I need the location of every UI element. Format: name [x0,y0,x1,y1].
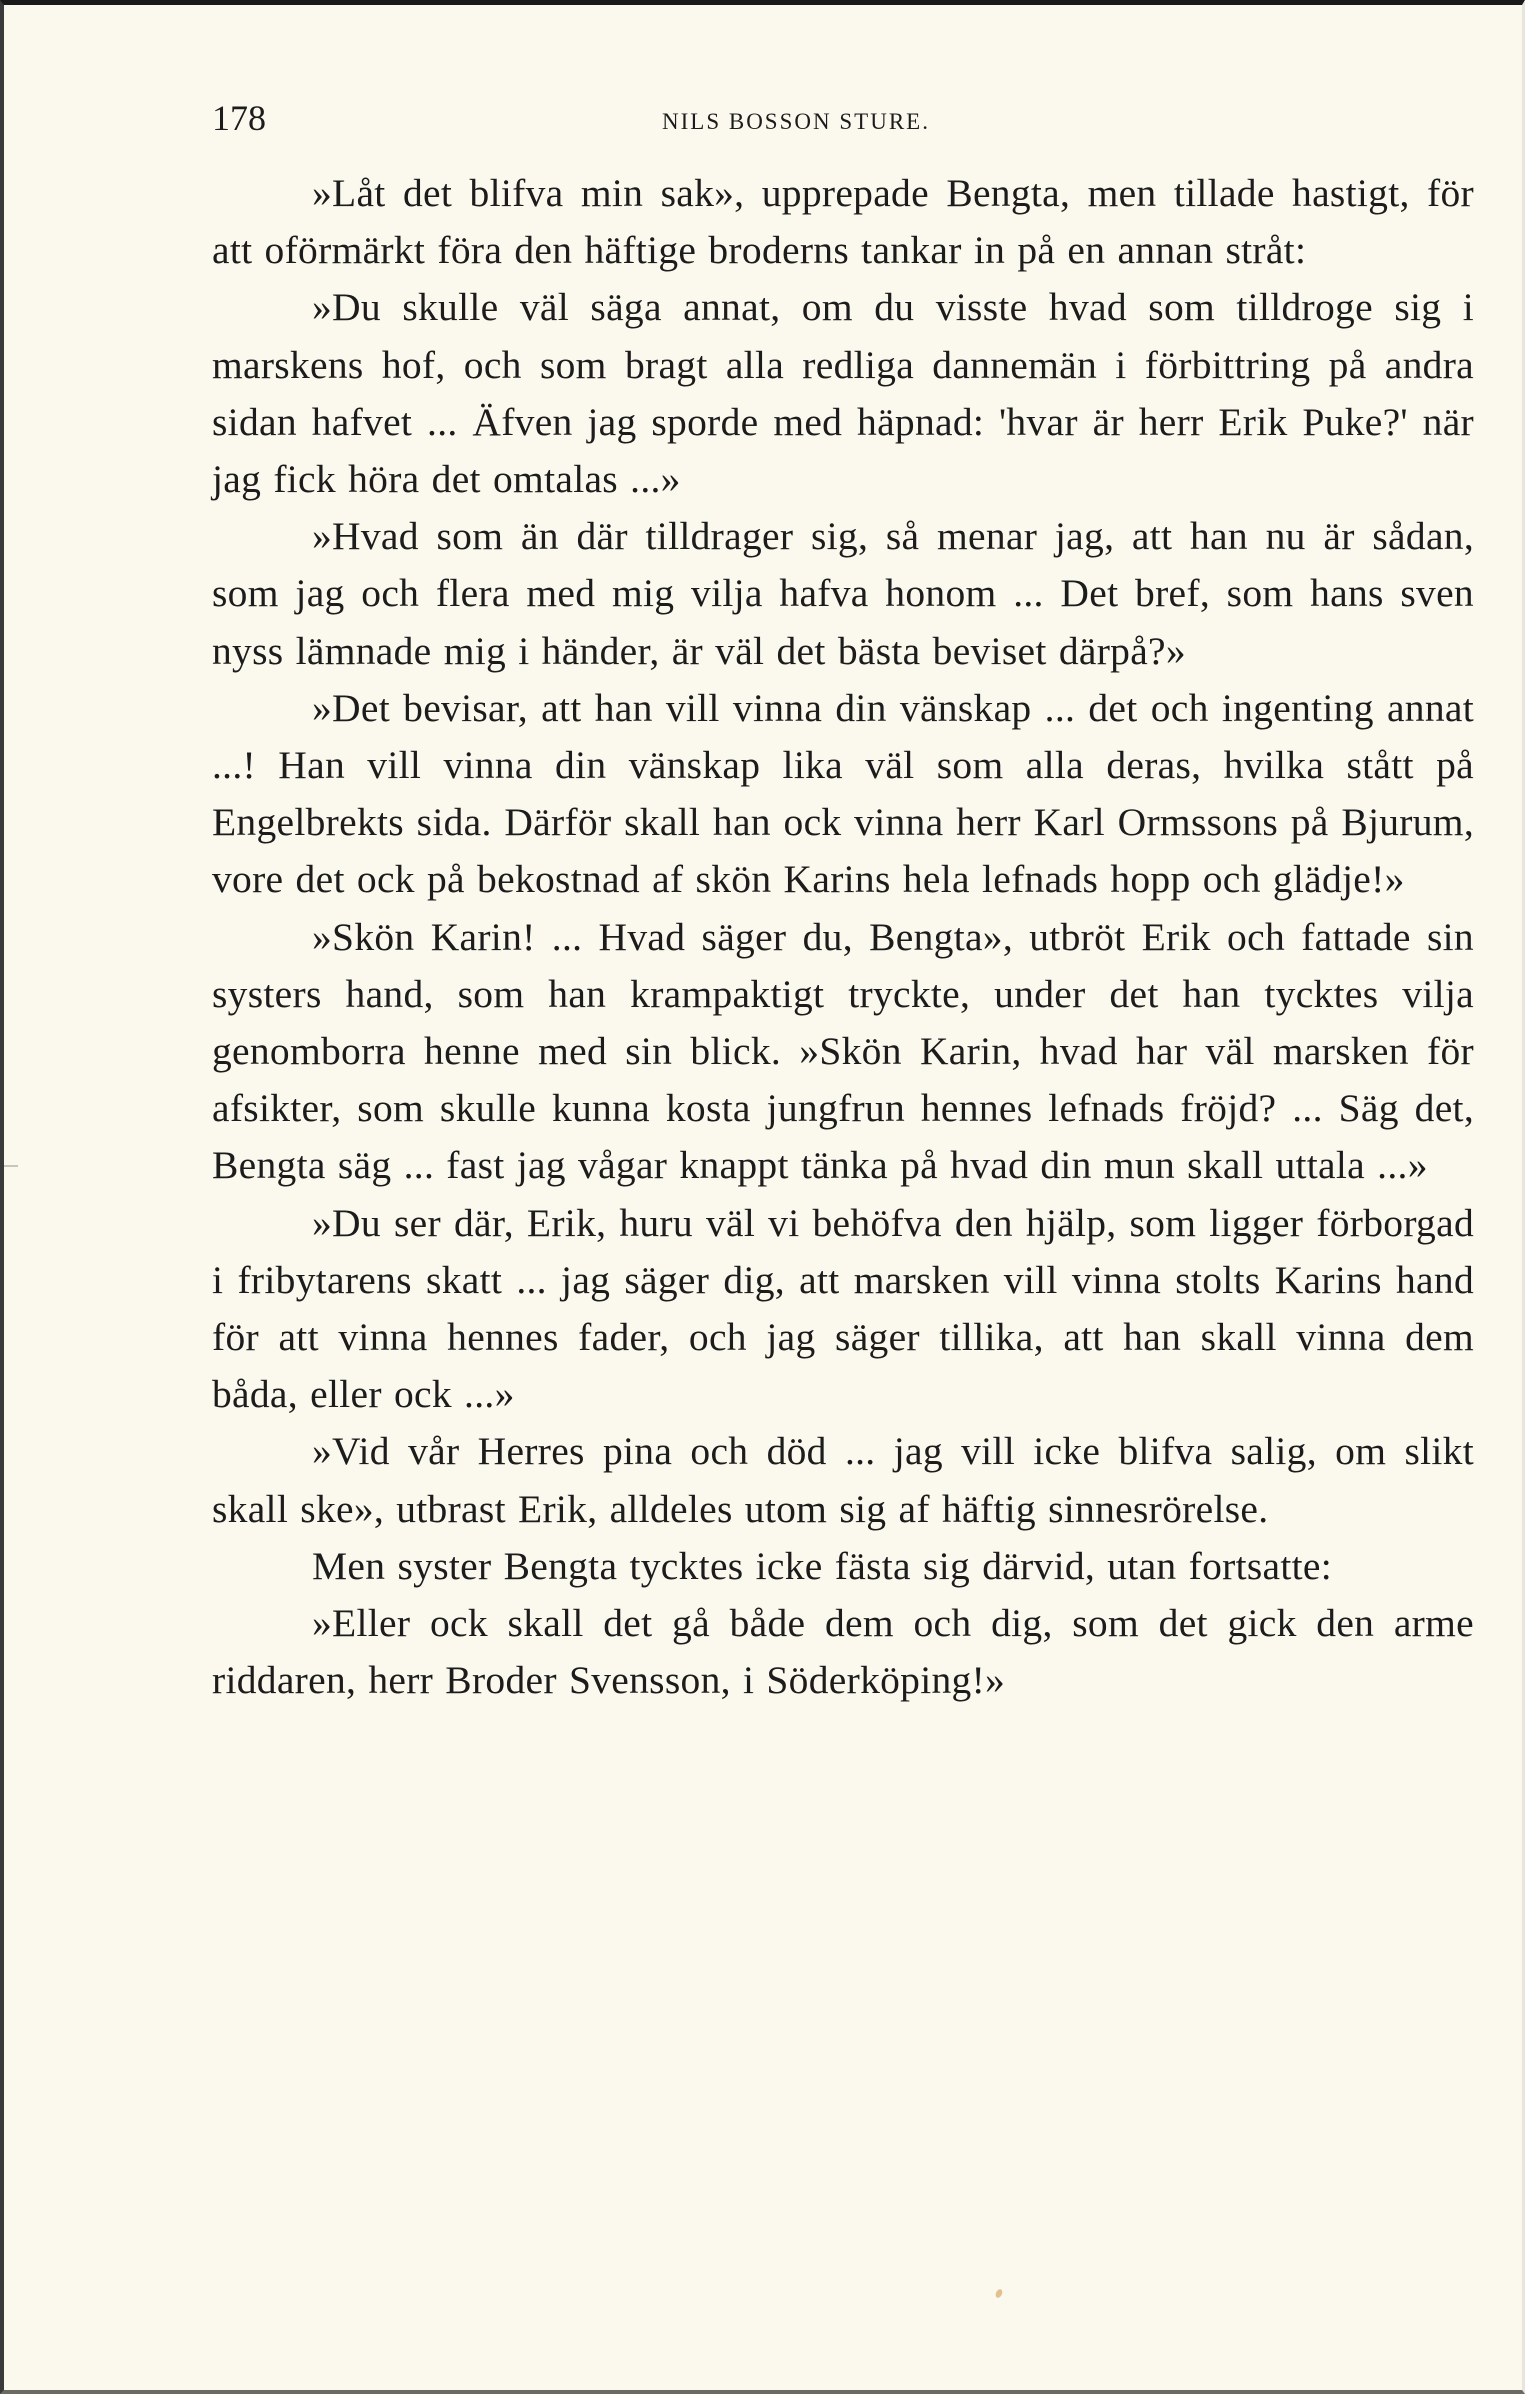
margin-mark [4,1165,18,1167]
running-title: NILS BOSSON STURE. [662,109,930,134]
paragraph: »Eller ock skall det gå både dem och dig, som det gick den arme riddaren, herr Broder Svensson, i Söderköping!» [212,1601,1474,1703]
paragraph: Men syster Bengta tycktes icke fästa sig därvid, utan fortsatte: [312,1543,1333,1588]
paragraph: »Vid vår Herres pina och död ... jag vill icke blifva salig, om slikt skall ske», utbrast Erik, alldeles utom sig af häftig sinnesrörelse. [212,1429,1474,1531]
paragraph: »Skön Karin! ... Hvad säger du, Bengta», utbröt Erik och fattade sin systers hand, som han krampaktigt tryckte, under det han tycktes vilja genomborra henne med sin blick. »Skön Karin, hvad har väl marsken för afsikter, som skulle kunna kosta jungfrun hennes lefnads fröjd? ... Säg det, Bengta säg ... fast jag vågar knappt tänka på hvad din mun skall uttala ...» [212,914,1474,1188]
paragraph: »Du skulle väl säga annat, om du visste hvad som tilldroge sig i marskens hof, och som bragt alla redliga dannemän i förbittring på andra sidan hafvet ... Äfven jag sporde med häpnad: 'hvar är herr Erik Puke?' när jag fick höra det omtalas ...» [212,285,1474,502]
paper-speck [994,2288,1003,2299]
paragraph: »Låt det blifva min sak», upprepade Bengta, men tillade hastigt, för att oförmärkt föra den häftige broderns tankar in på en annan stråt: [212,171,1474,273]
page-header [212,93,1282,143]
paragraph: »Hvad som än där tilldrager sig, så menar jag, att han nu är sådan, som jag och flera med mig vilja hafva honom ... Det bref, som hans sven nyss lämnade mig i händer, är väl det bästa beviset därpå?» [212,514,1474,673]
body-text [212,165,1474,1709]
page-number: 178 [212,98,266,138]
paragraph: »Du ser där, Erik, huru väl vi behöfva den hjälp, som ligger förborgad i fribytarens skatt ... jag säger dig, att marsken vill vinna stolts Karins hand för att vinna hennes fader, och jag säger tillika, att han skall vinna dem båda, eller ock ...» [212,1200,1474,1417]
paragraph: »Det bevisar, att han vill vinna din vänskap ... det och ingenting annat ...! Han vill vinna din vänskap lika väl som alla deras, hvilka stått på Engelbrekts sida. Därför skall han ock vinna herr Karl Ormssons på Bjurum, vore det ock på bekostnad af skön Karins hela lefnads hopp och glädje!» [212,685,1474,902]
